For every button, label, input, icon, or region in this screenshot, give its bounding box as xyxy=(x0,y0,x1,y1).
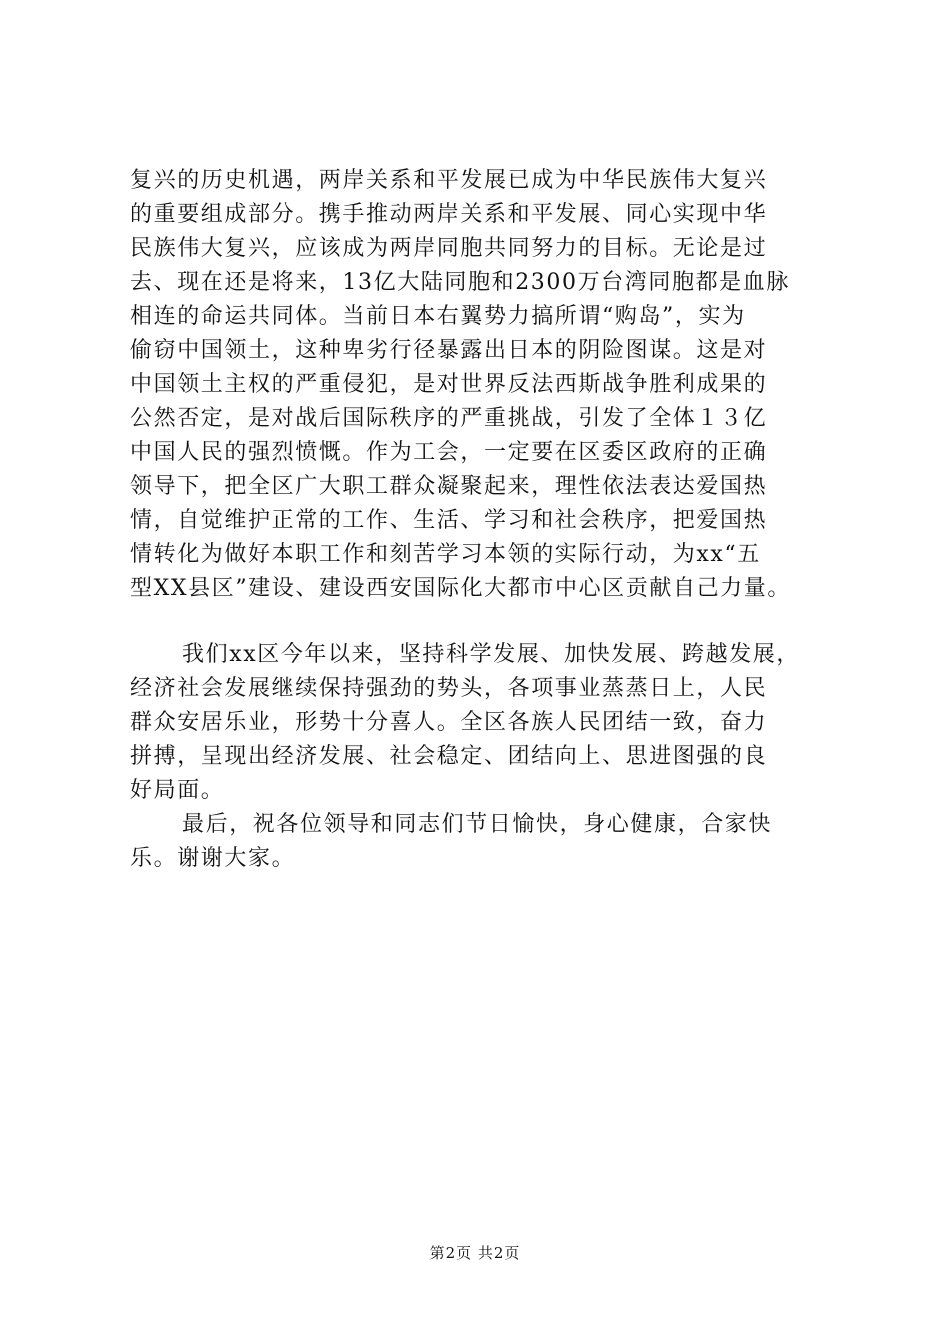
paragraph-line: 经济社会发展继续保持强劲的势头，各项事业蒸蒸日上，人民 xyxy=(130,676,768,701)
paragraph-3 xyxy=(130,808,850,876)
paragraph-line: 拼搏，呈现出经济发展、社会稳定、团结向上、思进图强的良 xyxy=(130,744,768,769)
paragraph-line: 好局面。 xyxy=(130,778,225,803)
paragraph-line: 型XX县区”建设、建设西安国际化大都市中心区贡献自己力量。 xyxy=(130,576,791,601)
paragraph-line: 情转化为做好本职工作和刻苦学习本领的实际行动，为xx“五 xyxy=(130,542,761,567)
paragraph-1 xyxy=(130,164,850,606)
paragraph-spacer xyxy=(130,606,850,638)
paragraph-line: 民族伟大复兴，应该成为两岸同胞共同努力的目标。无论是过 xyxy=(130,236,768,261)
paragraph-line: 情，自觉维护正常的工作、生活、学习和社会秩序，把爱国热 xyxy=(130,508,768,533)
paragraph-line: 中国人民的强烈愤慨。作为工会，一定要在区委区政府的正确 xyxy=(130,440,768,465)
paragraph-line: 乐。谢谢大家。 xyxy=(130,846,296,871)
paragraph-line: 去、现在还是将来，13亿大陆同胞和2300万台湾同胞都是血脉 xyxy=(130,270,790,295)
paragraph-line: 中国领土主权的严重侵犯，是对世界反法西斯战争胜利成果的 xyxy=(130,372,768,397)
paragraph-line: 公然否定，是对战后国际秩序的严重挑战，引发了全体１３亿 xyxy=(130,406,768,431)
paragraph-line: 偷窃中国领土，这种卑劣行径暴露出日本的阴险图谋。这是对 xyxy=(130,338,768,363)
paragraph-line: 群众安居乐业，形势十分喜人。全区各族人民团结一致，奋力 xyxy=(130,710,768,735)
paragraph-line: 的重要组成部分。携手推动两岸关系和平发展、同心实现中华 xyxy=(130,202,768,227)
paragraph-line: 最后，祝各位领导和同志们节日愉快，身心健康，合家快 xyxy=(182,812,773,837)
document-body xyxy=(130,164,850,876)
paragraph-line: 相连的命运共同体。当前日本右翼势力搞所谓“购岛”，实为 xyxy=(130,304,746,329)
paragraph-2 xyxy=(130,638,850,808)
page-number-footer: 第2页 共2页 xyxy=(429,1244,521,1262)
paragraph-line: 复兴的历史机遇，两岸关系和平发展已成为中华民族伟大复兴 xyxy=(130,168,768,193)
paragraph-line: 领导下，把全区广大职工群众凝聚起来，理性依法表达爱国热 xyxy=(130,474,768,499)
paragraph-line: 我们xx区今年以来，坚持科学发展、加快发展、跨越发展， xyxy=(182,642,801,667)
